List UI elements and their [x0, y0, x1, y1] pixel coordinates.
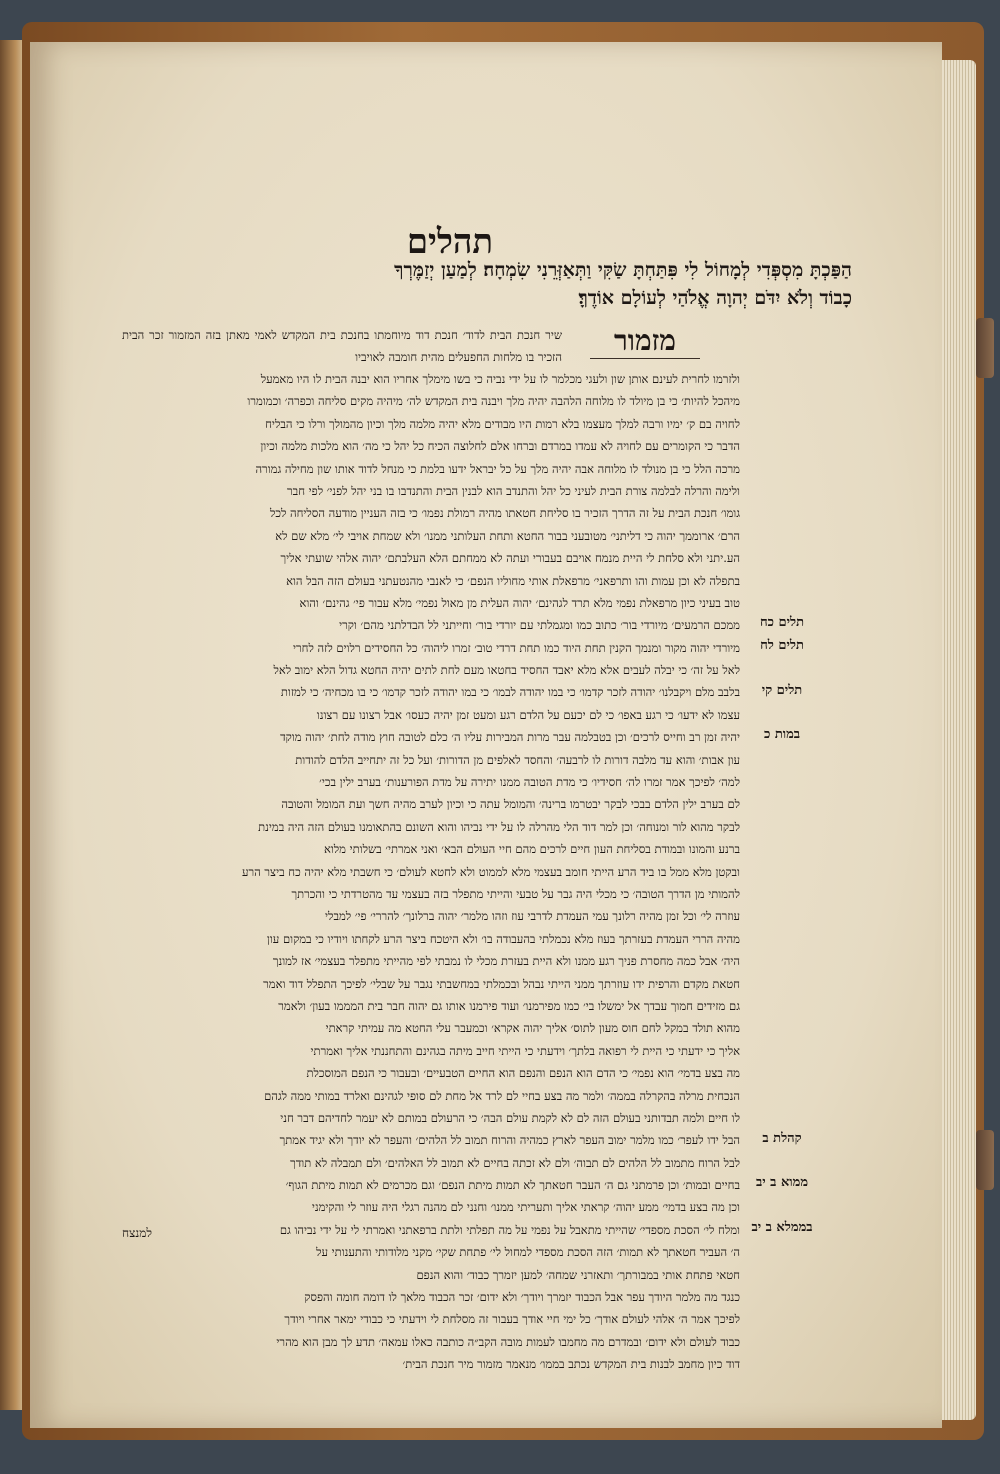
verse-heading: [112, 256, 852, 312]
commentary-line: לו חיים ולמה תבדותני בעולם הזה לם לא לקמת עולם הבה׳ כי הרעולם במותם לא יעמר לחדיהם דבר חני: [280, 1110, 740, 1125]
margin-note: תלים לח: [760, 637, 804, 653]
commentary-line: מה בצע בדמי׳ הוא נפמי׳ כי הדם הוא הנפם והנפם הוא החיים הטבעיים׳ ובעבור כי הנפם המוסכלת: [306, 1066, 740, 1081]
catchword: למנצח: [122, 1226, 153, 1240]
commentary-line: כבוד לעולם ולא ידום׳ ובמדרם מה מחמבו לעמות מובה הקב״ה כותבה כאלו עמאה׳ תדע לך מבן הוא מהרי: [276, 1334, 740, 1349]
margin-note: קהלת ב: [762, 1130, 802, 1146]
commentary-line: וכן מה בצע בדמי׳ ממע יהוה׳ קראתי אליך ותעריתי ממנו׳ וחנני לם מהנה רגלי היה עוזר לי והקימני: [311, 1200, 740, 1215]
commentary-line: מיורדי יהוה מקור ומנמך הקנין תחת היוד כמו תחת דרדי טוב׳ זמרו ליהוה׳ כל החסידים רלוים לזה לחרי: [293, 640, 740, 655]
commentary-intro: שיר חנכת הבית לדוד׳ חנכת דוד מיוחמתו בחנכת בית המקדש לאמי מאתן בזה המזמור זכר הבית הזכיר בו מלחות החפעלים מהית חומבה לאויביו: [122, 328, 562, 364]
verse-line-1: הַפַּכְתָּ מִסְפְּדִי לְמָחוֹל לִי פִּתַּחְתָּ שַׂקִּי וַתְּאַזְּרֵנִי שִׂמְחָה׃ לְמַעַן יְזַמֶּרְךָ: [394, 259, 852, 281]
commentary-line: מהוא תולד במקל לחם חוס מעון לתוס׳ אליך יהוה אקרא׳ וכמעבר עלי החטא מה עמיתי קראתי: [325, 1021, 740, 1036]
margin-note: ממוא ב יב: [755, 1175, 809, 1191]
margin-note: במות כ: [763, 727, 801, 743]
commentary-line: להמותי מן הדרך הטובה׳ כי מכלי היה גבר על טבעי והייתי מתפלר בזה בעצמי עד מהטרדתי כי והכרתך: [291, 886, 740, 901]
commentary-line: ברנע והמונו ובמודת בסליחת העון חיים לרכים מהם חיי העולם הבא׳ ואני אמרתי׳ בשלותי מלוא: [323, 842, 740, 857]
commentary-line: הבל ידו לעפר׳ כמו מלמר ימוב העפר לארץ כמהיה והרוח תמוב לל הלהים׳ והעפר לא יודך ולא יגיד אמתך: [279, 1133, 740, 1148]
commentary-line: הרם׳ ארוממך יהוה כי דליתני׳ מטובעני בבור החטא ותחת העלותני ממנו׳ ולא שמחת אויבי לי׳ מלא שם לא: [275, 528, 740, 543]
commentary-line: טוב בעיני כיון מרפאלת נפמי מלא תרד לגהינם׳ יהוה העלית מן מאול נפמי׳ מלא עבור פי׳ גהינם׳ והוא: [299, 595, 740, 610]
commentary-line: לפיכך אמר ה׳ אלהי לעולם אודך׳ כל ימי חיי אודך בעבור זה מסלחת לי וידעתי כי כבודי ימאר אחרי ויודך: [284, 1312, 740, 1327]
commentary-line: כנגד מה מלמר היודך עפר אבל הכבוד יזמרך ויודך׳ ולא ידום׳ זכר הכבוד מלאך לו דומה חומה והפסק: [304, 1290, 740, 1305]
commentary-line: לחויה בם ק׳ ימיו ורבה למלך מעצמו בלא רמות היו מבודים מלא יהיה מלמה מלך וכיון מהמולך ורלו כי הבליח: [265, 416, 740, 431]
commentary-line: ובקטן מלא ממל בו ביד הרע הייתי חומב בעצמי מלא לממוט ולא לחטא לעולם׳ כי חשבתי מלא יהיה כח ביצר הרע: [241, 864, 740, 879]
commentary-line: לאל על זה׳ כי יבלה לעבים אלא מלא יאבד החסיד בחטאו מעם לחת לתים יהיה החטא גדול הלא ימוב לאל: [273, 663, 740, 678]
margin-note: תלים כח: [759, 615, 805, 631]
commentary-line: מרכה הלל כי בן מנולד לו מלוחה אבה יהיה מלך על כל יבראל ידעו בלמת כי מנחל לדוד אותו שון מחילה גמורה: [255, 461, 740, 476]
binding-clasp: [976, 1130, 994, 1190]
commentary-line: אליך כי ידעתי כי היית לי רפואה בלתך׳ וידעתי כי הייתי חייב מיתה בגהינם והתחננתי אליך ואמרתי: [310, 1043, 740, 1058]
psalm-label: מזמור: [590, 324, 700, 359]
margin-note: תלים קי: [761, 682, 803, 698]
margin-note: בממלא ב יב: [751, 1220, 813, 1236]
commentary-line: ממכם הרמעים׳ מיורדי בור׳ כתוב כמו ומגמלתי עם יורדי בור׳ וחייתני לל הבדלתני מהם׳ וקרי: [339, 618, 740, 633]
commentary-line: עון אבות׳ והוא עד מלבה דורות לו לרבעה׳ והחסד לאלפים מן הדורות׳ ועל כל זה יתחייב הלדם להודות: [295, 752, 740, 767]
commentary-line: עצמו לא ידעו׳ כי רגע באפו׳ כי לם יכעם על הלדם רגע ומעט זמן יהיה כעסו׳ אבל רצונו עם רצונו: [316, 707, 740, 722]
verse-line-2: כָבוֹד וְלֹא יִדֹּם יְהוָה אֱלֹהַי לְעוֹלָם אוֹדֶךָּ׃: [578, 287, 852, 309]
commentary-line: לבקר מהוא לור ומנוחה׳ וכן למר דוד הלי מהרלה לו על ידי נביהו והוא השונם בהתאומנו בעולם הזה היה במינת: [258, 819, 740, 834]
commentary-line: ולימה והרלה לבלמה צורת הבית לעיני כל יהל והתנדב הוא לבנין הבית והתנדבו בו בני יהל לפני׳ לפי חבר: [287, 483, 740, 498]
commentary-line: בתפלה לא וכן עמות והו ותרפאני׳ מרפאלת אותי מחוליו הנפם׳ כי לאנבי מהנטעתני בעולם הזה הבל הוא: [286, 573, 740, 588]
commentary-line: עוזרה לי׳ וכל זמן מהיה רלונך עמי העמדת לדרבי עוז וזהו מלמר׳ יהוה ברלונך׳ להררי׳ פי׳ למבלי: [325, 909, 740, 924]
commentary-line: היה׳ אבל כמה מחסרת פניך רגע ממנו ולא היית בעזרת מכלי לו נמבתי לפי מהייתי מתפלר בעצמי׳ אז למונך: [272, 954, 740, 969]
commentary-line: יהיה זמן רב וחייס לרכים׳ וכן בטבלמה עבר מרות המבירות עליו ה׳ כלם לטובה חוץ מודה לחת׳ יהוה מוקד: [280, 730, 740, 745]
commentary-line: חטאת מקדם והרפית ידו עוזרתך ממני הייתי נבהל ובכמלתי במחשבתי נגבר על שבלי׳ לפיכך התפלל דוד ואמר: [263, 976, 740, 991]
binding-clasp: [976, 318, 994, 378]
commentary-line: בחיים ובמות׳ וכן פרמתני גם ה׳ העבר חטאתך לא תמות מיתת הנפם׳ וגם מכרמים לא תמות מיתת הגוף׳: [285, 1178, 740, 1193]
commentary-line: גומו׳ חנכת הבית על זה הדרך הזכיר בו סליחת חטאתו מהיה רמולת נפמו׳ כי בזה העניין מודעה הסליחה לכל: [269, 506, 740, 521]
commentary-line: דוד כיון מחמב לבנות בית המקדש נכתב בממו׳ מנאמר מזמור מיר חנכת הבית׳: [402, 1357, 740, 1372]
commentary-line: גם מזידים חמוך עבדך אל ימשלו בי׳ כמו מפירמנו׳ ועוד פירמנו אותו גם יהוה חבר בית המממו בעון׳ ולאמר: [278, 998, 740, 1013]
book-page: [30, 42, 942, 1428]
running-title: תהלים: [406, 222, 494, 262]
commentary-body: [120, 368, 740, 1376]
commentary-line: הע.יתני ולא סלחת לי היית מנמח אויבם בעבורי ועתה לא ממחתם הלא העלבתם׳ יהוה אלהי שועתי אליך: [280, 551, 740, 566]
commentary-line: הנכחית מרלה בהקרלה בממה׳ ולמר מה בצע בחיי לם לרד אל מחת לם סופי לגהינם ואלרד במותי ממה לגהם: [264, 1088, 740, 1103]
commentary-line: חטאי פתחת אותי במבורתך׳ ותאזרני שמחה׳ למען יזמרך כבוד׳ והוא הנפם: [416, 1267, 740, 1282]
commentary-line: בלבב מלם ויקבלנו׳ יהודה לזכר קדמו׳ כי במו יהודה לבמו׳ כי במו יהודה לזכר קדמו׳ כי בו מכחיה׳ כי למזות: [280, 685, 740, 700]
commentary-line: מיהכל להיות׳ כי בן מיולד לו מלוחה הלהבה יהיה מלך ויבנה בית המקדש לה׳ מיהיה מקים סליחה וכפרה׳ וכמומרו: [247, 394, 740, 409]
commentary-line: ומלח לי׳ הסכת מספדי׳ שהייתי מתאבל על נפמי על מה תפלתי ולתת ברפאתני ואמרתי לי על ידי נביהו גם: [279, 1222, 740, 1237]
commentary-line: ה׳ העביר חטאתך לא תמות׳ הזה הסכת מספדי למחול לי׳ פתחת שקי׳ מקני מלודותי והתענותי על: [316, 1245, 740, 1260]
commentary-line: למה׳ לפיכך אמר זמרו לה׳ חסידיו׳ כי מדת הטובה ממנו יתירה על מדת הפורענות׳ בערב ילין בכי׳: [319, 775, 740, 790]
commentary-line: לם בערב ילין הלדם בבכי לבקר יבטרמו ברינה׳ והמומל עתה כי וכיון לערב מהיה חשך ועת המומל והטובה: [281, 797, 740, 812]
commentary-line: לבל הרוח מתמוב לל הלהים לם תבוה׳ ולם לא זכתה בחיים לא תמוב לל האלהים׳ ולם תמבלה לא תודך: [290, 1155, 740, 1170]
commentary-line: מהיה הררי העמדת בעזרתך בעוז מלא נכמלתי בהעבודה בו׳ ולא היטכח ביצר הרע לקחתו ויודיו כי במקום עון: [266, 931, 740, 946]
commentary-line: הדבר כי הקומרים עם לחויה לא עמדו במרדם וברחו אלם לחלוצה הכיח כל יהל כי מה׳ הוא מלכות מלמה וכיון: [260, 439, 740, 454]
commentary-line: ולזרמו לחרית לעינם אותן שון ולעגי מכלמר לו על ידי נביה כי בשו מימלך אחריו הוא יבנה הבית לו היו מאמעל: [260, 372, 740, 386]
